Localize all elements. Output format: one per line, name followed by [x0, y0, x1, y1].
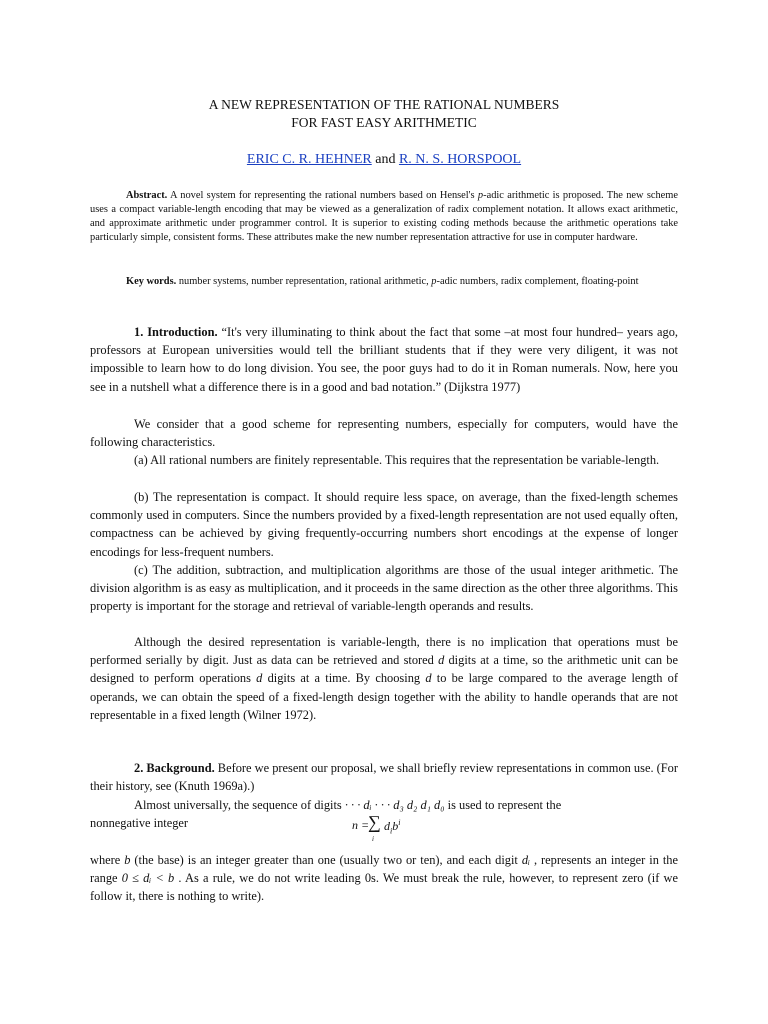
intro-last-d: to be large compared to the average length of operands, we can obtain the speed of a fixed-length design together with the ability to handle operands that are not representable in a fixed length (Wilner 1972).: [90, 671, 678, 722]
bg3-text-a: where: [90, 853, 125, 867]
formula-d-subscript: i: [390, 826, 393, 836]
paper-title: [90, 96, 678, 132]
abstract-text-a: A novel system for representing the rational numbers based on Hensel's: [167, 190, 478, 201]
intro-quote: “It's very illuminating to think about the fact that some –at most four hundred– years ago, professors at European universities would tell the brilliant students that if they were very diligent, it was not impossible to learn how to do long division. You see, the poor guys had to do it in Roman numerals. Now, here you see in a nutshell what a difference there is in a good and bad notation.” (Dijkstra 1977): [90, 325, 678, 394]
author-conjunction: and: [371, 152, 399, 167]
formula-d: d: [384, 819, 390, 833]
keywords-label: Key words.: [126, 276, 177, 287]
author-link-horspool[interactable]: R. N. S. HORSPOOL: [398, 152, 522, 167]
formula-lhs: n =: [352, 818, 370, 832]
intro-last-c: digits at a time. By choosing: [262, 671, 426, 686]
digit-sequence: · · · dᵢ · · · d₃ d₂ d₁ d₀: [344, 798, 445, 812]
background-paragraph: [90, 759, 678, 795]
var-di: dᵢ: [521, 853, 530, 867]
intro-last-b: digits at a time, so the arithmetic unit can be designed to perform operations: [90, 653, 678, 686]
background-digits-text-a: Almost universally, the sequence of digits: [134, 798, 345, 812]
keywords: [90, 275, 678, 289]
intro-paragraph: [90, 323, 678, 396]
title-line-1: A NEW REPRESENTATION OF THE RATIONAL NUMBERS: [208, 97, 560, 112]
summation-index: i: [372, 835, 374, 843]
nonnegative-integer-label: nonnegative integer: [90, 816, 189, 830]
intro-last-a: Although the desired representation is variable-length, there is no implication that operations must be performed serially by digit. Just as data can be retrieved and stored: [90, 635, 678, 668]
background-heading: 2. Background.: [134, 761, 215, 775]
bg3-text-c: , represents an integer in the range: [90, 853, 678, 886]
abstract-text-b: -adic arithmetic is proposed. The new scheme uses a compact variable-length encoding that may be viewed as a generalization of radix complement notation. It allows exact arithmetic, and approximate arithmetic under programmer control. It is superior to existing coding methods because the arithmetic operations take particularly simple, consistent forms. These attributes make the new number representation attractive for use in computer hardware.: [90, 190, 678, 243]
sum-formula: [352, 812, 412, 846]
summation-sigma: ∑: [368, 812, 381, 832]
var-d-2: d: [256, 671, 263, 686]
intro-paragraph-2: We consider that a good scheme for representing numbers, especially for computers, would have the following characteristics.: [90, 417, 678, 450]
bg3-text-b: (the base) is an integer greater than one (usually two or ten), and each digit: [130, 853, 522, 867]
intro-item-a: (a) All rational numbers are finitely representable. This requires that the representation be variable-length.: [134, 453, 660, 467]
intro-item-c: (c) The addition, subtraction, and multiplication algorithms are those of the usual integer arithmetic. The division algorithm is as easy as multiplication, and it proceeds in the same direction as the other three algorithms. This property is important for the storage and retrieval of variable-length operands and results.: [90, 563, 678, 614]
title-line-2: FOR FAST EASY ARITHMETIC: [291, 115, 477, 130]
background-digits-text-b: is used to represent the: [444, 798, 562, 812]
digit-range: 0 ≤ dᵢ < b: [121, 871, 175, 886]
var-d-3: d: [425, 671, 432, 686]
abstract-p: p: [477, 190, 484, 201]
background-paragraph-3: [90, 851, 678, 906]
intro-heading: 1. Introduction.: [134, 325, 218, 339]
formula-b: b: [392, 819, 399, 833]
var-b: b: [124, 853, 131, 867]
bg3-text-d: . As a rule, we do not write leading 0s. We must break the rule, however, to represent zero (if we follow it, there is nothing to write).: [90, 871, 678, 904]
background-text: Before we present our proposal, we shall briefly review representations in common use. (For their history, see (Knuth 1969a).): [90, 761, 678, 794]
keywords-p: p: [431, 276, 437, 287]
formula-rhs: [384, 818, 400, 835]
formula-exponent: i: [398, 818, 401, 827]
keywords-text-b: -adic numbers, radix complement, floating-point: [436, 276, 639, 287]
author-link-hehner[interactable]: ERIC C. R. HEHNER: [246, 152, 372, 167]
abstract: [90, 189, 678, 245]
var-d-1: d: [438, 653, 445, 668]
keywords-text-a: number systems, number representation, rational arithmetic,: [176, 276, 432, 287]
author-line: [90, 152, 678, 168]
intro-item-b: (b) The representation is compact. It should require less space, on average, than the fixed-length schemes commonly used in computers. Since the numbers provided by a fixed-length representation are not used equally often, compactness can be achieved by giving frequently-occurring numbers short encodings at the expense of longer encodings for less-frequent numbers.: [90, 490, 678, 559]
abstract-label: Abstract.: [126, 190, 168, 201]
intro-paragraph-last: [90, 633, 678, 724]
